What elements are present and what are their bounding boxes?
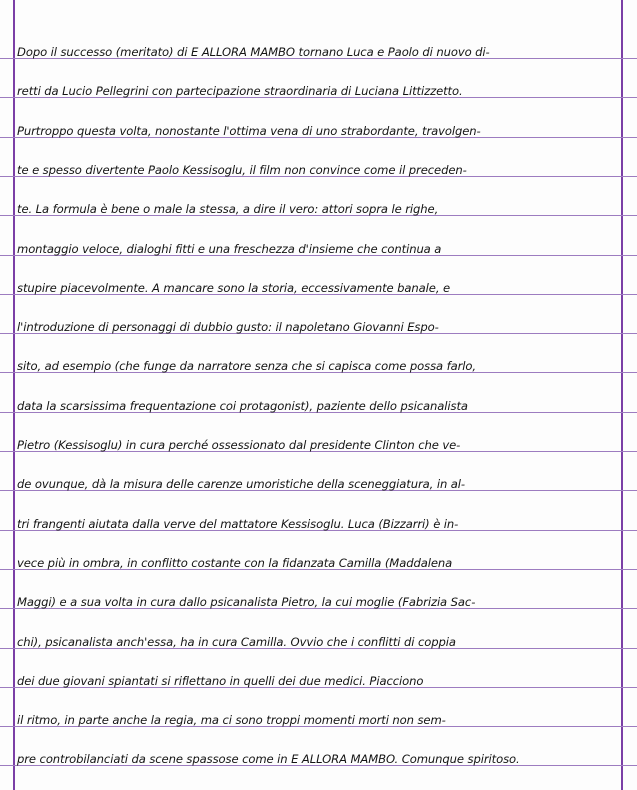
text-line: pre controbilanciati da scene spassose come in E ALLORA MAMBO. Comunque spiritoso. bbox=[17, 752, 520, 766]
text-line: l'introduzione di personaggi di dubbio gusto: il napoletano Giovanni Espo- bbox=[17, 320, 439, 334]
text-line: data la scarsissima frequentazione coi protagonist), paziente dello psicanalista bbox=[17, 399, 468, 413]
left-margin-line bbox=[13, 0, 15, 790]
text-line: Purtroppo questa volta, nonostante l'ottima vena di uno strabordante, travolgen- bbox=[17, 124, 481, 138]
text-line: Pietro (Kessisoglu) in cura perché ossessionato dal presidente Clinton che ve- bbox=[17, 438, 461, 452]
text-line: vece più in ombra, in conflitto costante con la fidanzata Camilla (Maddalena bbox=[17, 556, 453, 570]
text-line: retti da Lucio Pellegrini con partecipazione straordinaria di Luciana Littizzetto. bbox=[17, 84, 463, 98]
text-line: de ovunque, dà la misura delle carenze umoristiche della sceneggiatura, in al- bbox=[17, 477, 466, 491]
text-line: tri frangenti aiutata dalla verve del mattatore Kessisoglu. Luca (Bizzarri) è in- bbox=[17, 517, 459, 531]
text-line: dei due giovani spiantati si riflettano in quelli dei due medici. Piacciono bbox=[17, 674, 424, 688]
text-line: te. La formula è bene o male la stessa, a dire il vero: attori sopra le righe, bbox=[17, 202, 439, 216]
text-line: sito, ad esempio (che funge da narratore senza che si capisca come possa farlo, bbox=[17, 359, 476, 373]
text-line: il ritmo, in parte anche la regia, ma ci sono troppi momenti morti non sem- bbox=[17, 713, 446, 727]
text-line: stupire piacevolmente. A mancare sono la storia, eccessivamente banale, e bbox=[17, 281, 451, 295]
text-line: chi), psicanalista anch'essa, ha in cura Camilla. Ovvio che i conflitti di coppia bbox=[17, 635, 456, 649]
text-line: Maggi) e a sua volta in cura dallo psicanalista Pietro, la cui moglie (Fabrizia Sac- bbox=[17, 595, 476, 609]
text-line: Dopo il successo (meritato) di E ALLORA MAMBO tornano Luca e Paolo di nuovo di- bbox=[17, 45, 490, 59]
text-line: te e spesso divertente Paolo Kessisoglu, il film non convince come il preceden- bbox=[17, 163, 467, 177]
text-line: montaggio veloce, dialoghi fitti e una freschezza d'insieme che continua a bbox=[17, 242, 442, 256]
right-margin-line bbox=[621, 0, 623, 790]
